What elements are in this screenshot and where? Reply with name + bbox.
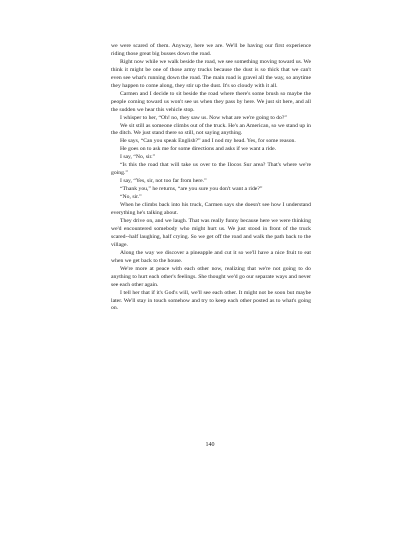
paragraph: I tell her that if it's God's will, we'll see each other. It might not be soon but maybe later. We'll stay in touch somehow and try to keep each other posted as to what's going on. [111,289,311,312]
paragraph: Carmen and I decide to sit beside the road where there's some brush so maybe the people coming toward us won't see us when they pass by here. We just sit here, and all the sudden we hear this vehicle stop. [111,90,311,113]
paragraph: “No, sir.” [120,194,142,201]
paragraph: We sit still as someone climbs out of the truck. He's an American, so we stand up in the ditch. We just stand there so still, not saying anything. [111,122,311,137]
paragraph: I whisper to her, “Oh! no, they saw us. Now what are we're going to do?” [120,114,287,121]
paragraph: “Thank you,” he returns, “are you sure you don't want a ride?” [120,186,263,193]
paragraph: Right now while we walk beside the road, we see something moving toward us. We think it might be one of those army trucks because the dust is so thick that we can't even see what's running down the road. The main road is gravel all the way, so anytime they happen to come along, they stir up the dust. It's so cloudy with it all. [111,58,311,89]
paragraph: He goes on to ask me for some directions and asks if we want a ride. [120,146,277,153]
paragraph: Along the way we discover a pineapple and cut it so we'll have a nice fruit to eat when we get back to the house. [111,249,311,264]
paragraph: He says, “Can you speak English?” and I nod my head. Yes, for some reason. [120,138,296,145]
paragraph: We're more at peace with each other now, realizing that we're not going to do anything to hurt each other's feelings. She thought we'd go our separate ways and never see each other again. [111,265,311,288]
body-text [111,43,311,313]
paragraph: I say, “No, sir.” [120,154,156,161]
paragraph: They drive on, and we laugh. That was really funny because here we were thinking we'd encountered somebody who might hurt us. We just stood in front of the truck scared--half laughing, half crying. So we get off the road and walk the path back to the village. [111,217,311,248]
paragraph: When he climbs back into his truck, Carmen says she doesn't see how I understand everything he's talking about. [111,202,311,217]
paragraph: I say, “Yes, sir, not too far from here.” [120,178,207,185]
paragraph: “Is this the road that will take us over to the Ilocos Sur area? That's where we're going.” [111,162,311,177]
page-number: 140 [205,442,215,448]
paragraph: we were scared of them. Anyway, here we are. We'll be having our first experience riding those great big busses down the road. [111,43,311,57]
